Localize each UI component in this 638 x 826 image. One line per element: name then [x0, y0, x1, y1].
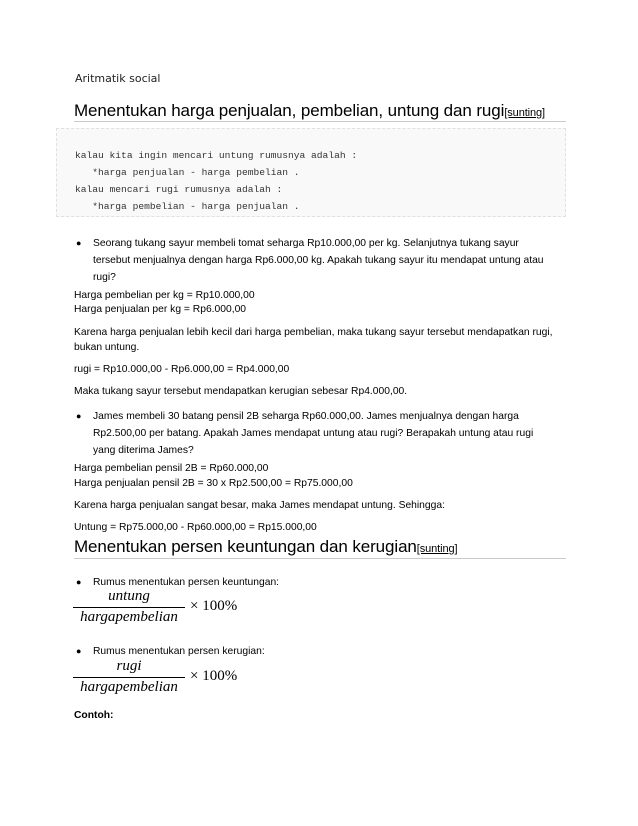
section2-heading [74, 537, 457, 557]
formula1-numerator: untung [108, 588, 150, 604]
example1-purchase-price: Harga pembelian per kg = Rp10.000,00 [74, 290, 255, 301]
section2-edit-link[interactable]: [sunting] [416, 543, 458, 555]
example1-sale-price: Harga penjualan per kg = Rp6.000,00 [74, 304, 247, 315]
formula1-label: Rumus menentukan persen keuntungan: [93, 577, 280, 588]
section2-heading-rule [74, 558, 566, 559]
example1-calculation: rugi = Rp10.000,00 - Rp6.000,00 = Rp4.000,00 [74, 364, 290, 375]
example2-question-line: James membeli 30 batang pensil 2B seharga Rp60.000,00. James menjualnya dengan harga [93, 411, 519, 422]
bullet-icon: ● [76, 577, 82, 587]
example1-question-line: rugi? [93, 272, 116, 283]
section2-heading-text: Menentukan persen keuntungan dan kerugian [74, 537, 417, 556]
formula1-denominator: hargapembelian [80, 609, 178, 625]
example2-purchase-price: Harga pembelian pensil 2B = Rp60.000,00 [74, 463, 269, 474]
example-label: Contoh: [74, 710, 114, 721]
example1-conclusion: Maka tukang sayur tersebut mendapatkan kerugian sebesar Rp4.000,00. [74, 386, 408, 397]
code-line: *harga penjualan - harga pembelian . [75, 167, 300, 178]
example1-explanation-cont: bukan untung. [74, 342, 140, 353]
example1-explanation: Karena harga penjualan lebih kecil dari harga pembelian, maka tukang sayur tersebut mendapatkan rugi, [74, 327, 553, 338]
example1-question-line: tersebut menjualnya dengan harga Rp6.000,00 kg. Apakah tukang sayur itu mendapat untung atau [93, 255, 544, 266]
section1-heading-text: Menentukan harga penjualan, pembelian, untung dan rugi [74, 101, 505, 120]
formula2-numerator: rugi [116, 658, 142, 674]
section1-heading-rule [74, 121, 566, 122]
category-label: Aritmatik social [75, 72, 161, 85]
formula2-multiplier: × 100% [190, 668, 238, 684]
formula1-multiplier: × 100% [190, 598, 238, 614]
example2-question-line: yang diterima James? [93, 445, 194, 456]
bullet-icon: ● [76, 646, 82, 656]
code-line: kalau kita ingin mencari untung rumusnya adalah : [75, 150, 358, 161]
example2-explanation: Karena harga penjualan sangat besar, maka James mendapat untung. Sehingga: [74, 500, 445, 511]
bullet-icon: ● [76, 411, 82, 421]
example1-question-line: Seorang tukang sayur membeli tomat seharga Rp10.000,00 per kg. Selanjutnya tukang sayur [93, 238, 519, 249]
example2-question-line: Rp2.500,00 per batang. Apakah James mendapat untung atau rugi? Berapakah untung atau rugi [93, 428, 534, 439]
section1-edit-link[interactable]: [sunting] [504, 107, 546, 119]
code-line: kalau mencari rugi rumusnya adalah : [75, 184, 283, 195]
bullet-icon: ● [76, 238, 82, 248]
formula2-fraction-bar [73, 677, 185, 678]
formula1-fraction-bar [73, 607, 185, 608]
example2-calculation: Untung = Rp75.000,00 - Rp60.000,00 = Rp15.000,00 [74, 522, 317, 533]
example2-sale-price: Harga penjualan pensil 2B = 30 x Rp2.500,00 = Rp75.000,00 [74, 478, 353, 489]
section1-heading [74, 101, 545, 121]
formula2-label: Rumus menentukan persen kerugian: [93, 646, 265, 657]
code-line: *harga pembelian - harga penjualan . [75, 201, 300, 212]
formula2-denominator: hargapembelian [80, 679, 178, 695]
